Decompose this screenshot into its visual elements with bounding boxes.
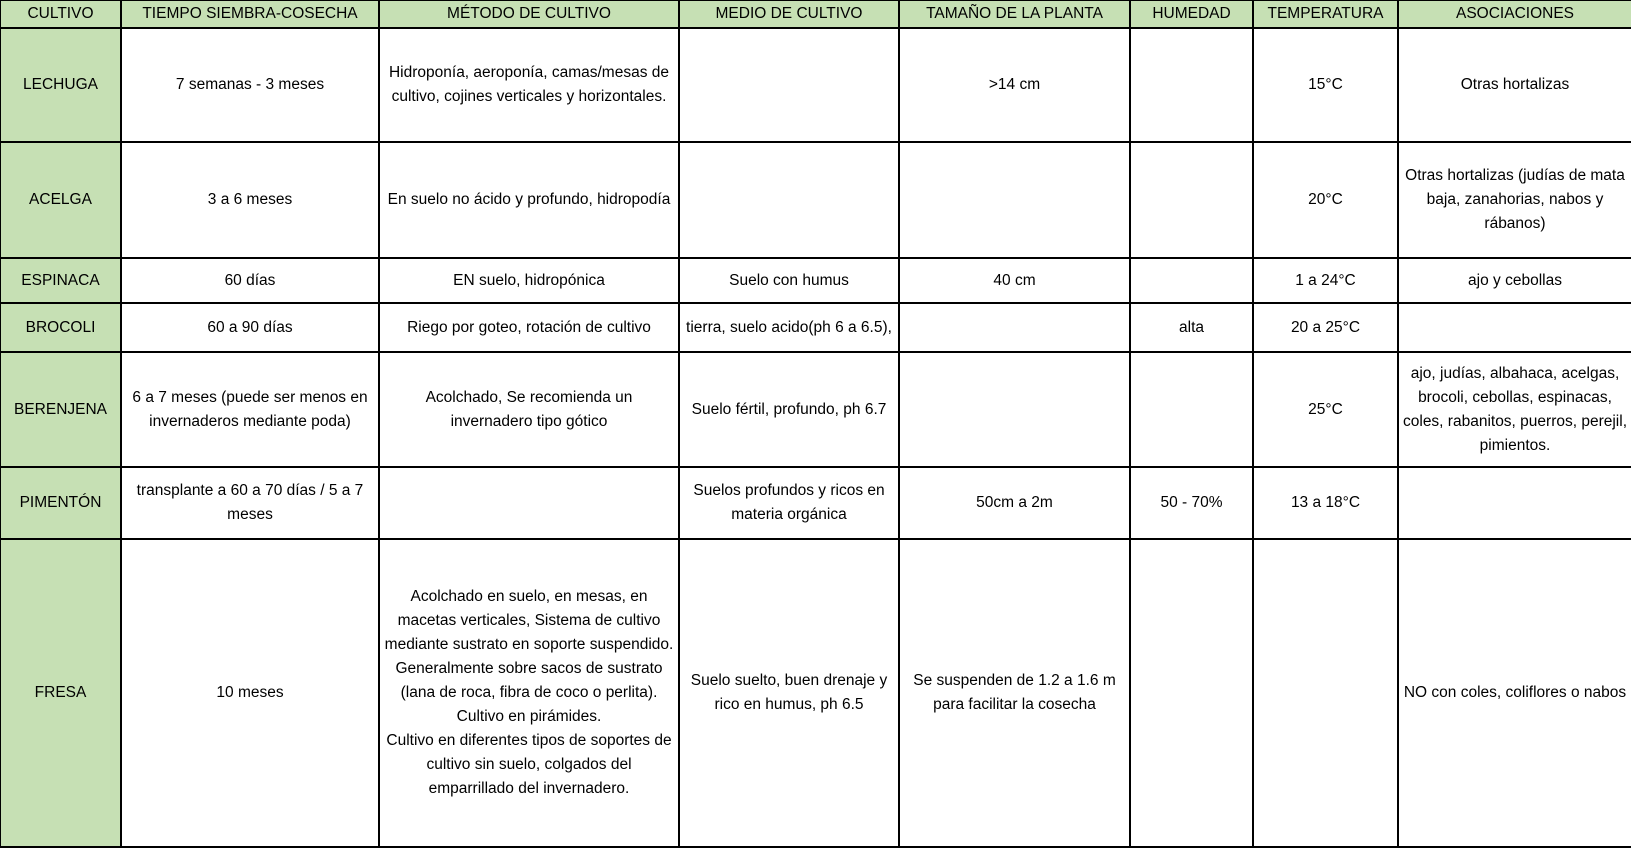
cell-temperatura: 15°C (1253, 28, 1398, 142)
table-row-berenjena (0, 352, 1631, 467)
cell-medio: Suelo fértil, profundo, ph 6.7 (679, 352, 899, 467)
cell-asociaciones (1398, 303, 1631, 352)
cell-metodo: Acolchado, Se recomienda un invernadero tipo gótico (379, 352, 679, 467)
cell-cultivo: FRESA (0, 539, 121, 847)
cell-tamano: 50cm a 2m (899, 467, 1130, 539)
cell-cultivo: ACELGA (0, 142, 121, 258)
cell-tiempo: 6 a 7 meses (puede ser menos en invernaderos mediante poda) (121, 352, 379, 467)
cell-cultivo: LECHUGA (0, 28, 121, 142)
cell-humedad (1130, 28, 1253, 142)
cell-metodo: EN suelo, hidropónica (379, 258, 679, 303)
cell-humedad (1130, 142, 1253, 258)
table-row-espinaca (0, 258, 1631, 303)
header-metodo: MÉTODO DE CULTIVO (379, 0, 679, 28)
cell-asociaciones: NO con coles, coliflores o nabos (1398, 539, 1631, 847)
cell-humedad (1130, 258, 1253, 303)
cell-tiempo: 10 meses (121, 539, 379, 847)
table-row-lechuga (0, 28, 1631, 142)
cell-temperatura: 25°C (1253, 352, 1398, 467)
header-tamano: TAMAÑO DE LA PLANTA (899, 0, 1130, 28)
cell-cultivo: BROCOLI (0, 303, 121, 352)
cell-humedad: alta (1130, 303, 1253, 352)
cell-humedad (1130, 539, 1253, 847)
cell-tiempo: 60 días (121, 258, 379, 303)
cell-tamano: >14 cm (899, 28, 1130, 142)
cell-tamano (899, 303, 1130, 352)
header-asociaciones: ASOCIACIONES (1398, 0, 1631, 28)
cell-asociaciones: ajo y cebollas (1398, 258, 1631, 303)
cell-medio: tierra, suelo acido(ph 6 a 6.5), (679, 303, 899, 352)
header-humedad: HUMEDAD (1130, 0, 1253, 28)
header-cultivo: CULTIVO (0, 0, 121, 28)
header-tiempo: TIEMPO SIEMBRA-COSECHA (121, 0, 379, 28)
cell-metodo: Acolchado en suelo, en mesas, en macetas verticales, Sistema de cultivo mediante sustrato en soporte suspendido. Generalmente sobre sacos de sustrato (lana de roca, fibra de coco o perlita). Cultivo en pirámides. Cultivo en diferentes tipos de soportes de cultivo sin suelo, colgados del emparrillado del invernadero. (379, 539, 679, 847)
cell-tiempo: transplante a 60 a 70 días / 5 a 7 meses (121, 467, 379, 539)
cell-asociaciones (1398, 467, 1631, 539)
cell-tiempo: 3 a 6 meses (121, 142, 379, 258)
cell-asociaciones: Otras hortalizas (judías de mata baja, zanahorias, nabos y rábanos) (1398, 142, 1631, 258)
cell-metodo: En suelo no ácido y profundo, hidropodía (379, 142, 679, 258)
table-row-brocoli (0, 303, 1631, 352)
table-row-fresa (0, 539, 1631, 847)
header-row (0, 0, 1631, 28)
cell-tamano (899, 142, 1130, 258)
cell-humedad: 50 - 70% (1130, 467, 1253, 539)
cell-tiempo: 60 a 90 días (121, 303, 379, 352)
cell-temperatura: 20 a 25°C (1253, 303, 1398, 352)
table-row-acelga (0, 142, 1631, 258)
cell-medio (679, 142, 899, 258)
cell-metodo: Hidroponía, aeroponía, camas/mesas de cultivo, cojines verticales y horizontales. (379, 28, 679, 142)
cell-metodo (379, 467, 679, 539)
cell-tamano: 40 cm (899, 258, 1130, 303)
table-row-pimenton (0, 467, 1631, 539)
cell-temperatura: 13 a 18°C (1253, 467, 1398, 539)
cell-cultivo: BERENJENA (0, 352, 121, 467)
cell-medio: Suelo con humus (679, 258, 899, 303)
cell-tiempo: 7 semanas - 3 meses (121, 28, 379, 142)
cell-medio: Suelos profundos y ricos en materia orgánica (679, 467, 899, 539)
cell-metodo: Riego por goteo, rotación de cultivo (379, 303, 679, 352)
header-medio: MEDIO DE CULTIVO (679, 0, 899, 28)
cell-tamano: Se suspenden de 1.2 a 1.6 m para facilitar la cosecha (899, 539, 1130, 847)
cell-temperatura (1253, 539, 1398, 847)
cell-temperatura: 20°C (1253, 142, 1398, 258)
cell-humedad (1130, 352, 1253, 467)
cell-asociaciones: ajo, judías, albahaca, acelgas, brocoli, cebollas, espinacas, coles, rabanitos, puerros, perejil, pimientos. (1398, 352, 1631, 467)
cell-medio: Suelo suelto, buen drenaje y rico en humus, ph 6.5 (679, 539, 899, 847)
cell-cultivo: PIMENTÓN (0, 467, 121, 539)
cell-temperatura: 1 a 24°C (1253, 258, 1398, 303)
cell-medio (679, 28, 899, 142)
cell-tamano (899, 352, 1130, 467)
header-temperatura: TEMPERATURA (1253, 0, 1398, 28)
cell-cultivo: ESPINACA (0, 258, 121, 303)
cell-asociaciones: Otras hortalizas (1398, 28, 1631, 142)
